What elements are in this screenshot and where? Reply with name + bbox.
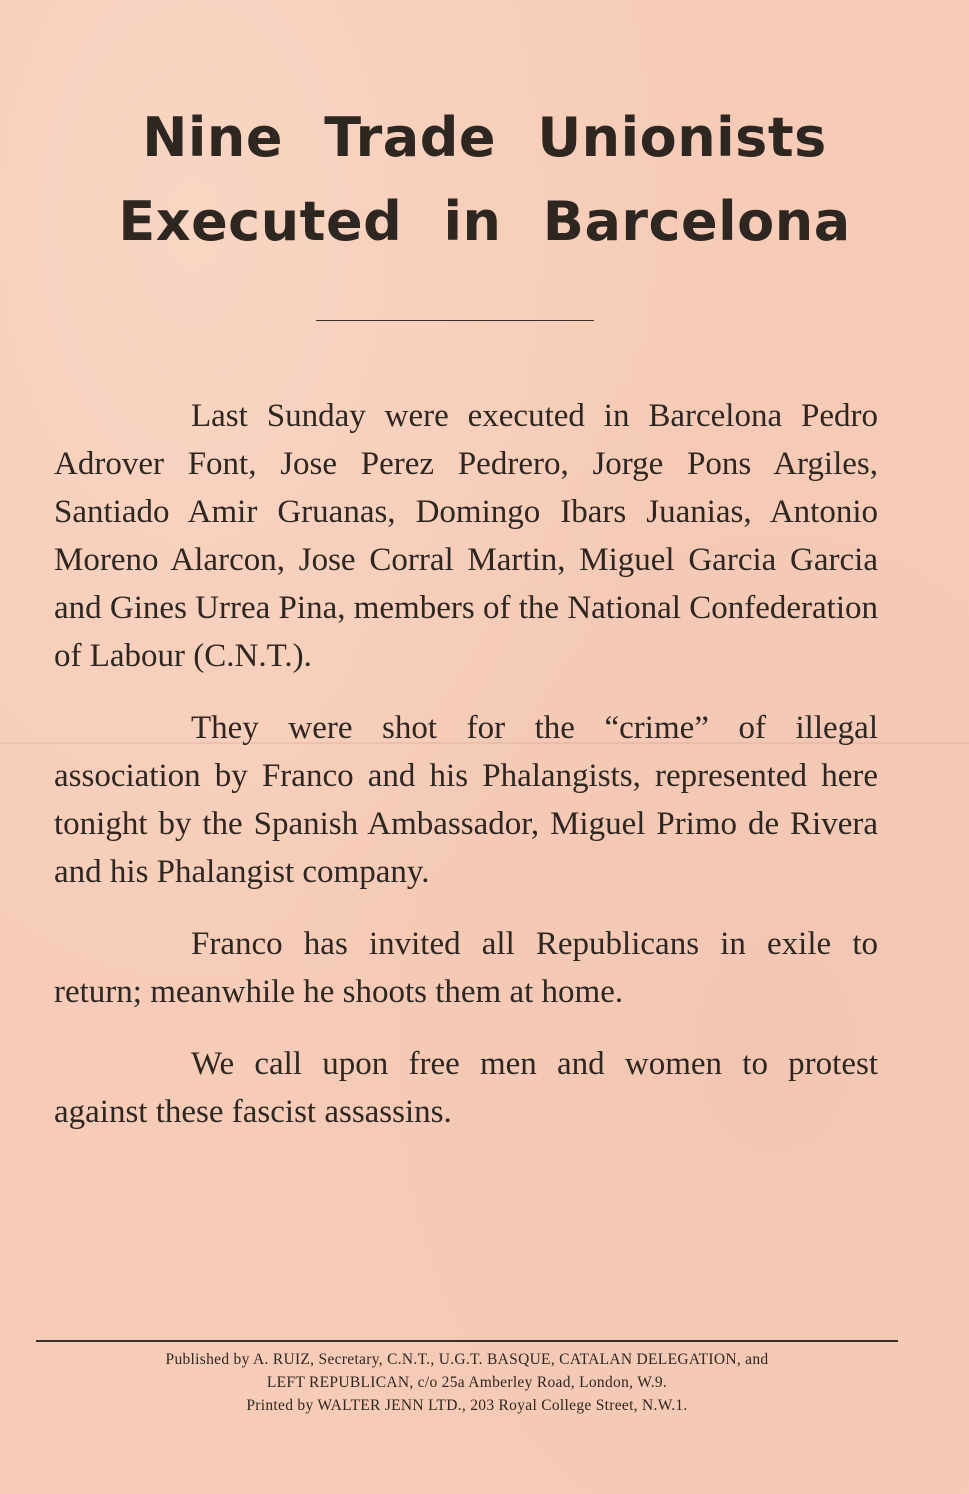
- leaflet-headline: [0, 96, 969, 264]
- paragraph-crime: They were shot for the “crime” of illegal association by Franco and his Phalangists, represented here tonight by the Spanish Ambassador, Miguel Primo de Rivera and his Phalangist company.: [54, 710, 878, 890]
- footer-divider: [36, 1340, 898, 1342]
- imprint-line-2: LEFT REPUBLICAN, c/o 25a Amberley Road, London, W.9.: [266, 1374, 668, 1391]
- imprint-line-3: Printed by WALTER JENN LTD., 203 Royal College Street, N.W.1.: [246, 1397, 688, 1414]
- paragraph-franco-invitation: Franco has invited all Republicans in exile to return; meanwhile he shoots them at home.: [54, 926, 878, 1010]
- imprint-line-1: Published by A. RUIZ, Secretary, C.N.T., U.G.T. BASQUE, CATALAN DELEGATION, and: [165, 1351, 769, 1368]
- headline-line-1: Nine Trade Unionists: [142, 106, 827, 169]
- publisher-imprint: [36, 1348, 898, 1417]
- leaflet-body: [54, 392, 878, 1160]
- paragraph-executions: Last Sunday were executed in Barcelona Pedro Adrover Font, Jose Perez Pedrero, Jorge Pons Argiles, Santiado Amir Gruanas, Domingo Ibars Juanias, Antonio Moreno Alarcon, Jose Corral Martin, Miguel Garcia Garcia and Gines Urrea Pina, members of the National Confederation of Labour (C.N.T.).: [54, 398, 878, 674]
- headline-line-2: Executed in Barcelona: [118, 190, 851, 253]
- headline-divider: [316, 320, 594, 321]
- paragraph-call-to-protest: We call upon free men and women to protest against these fascist assassins.: [54, 1046, 878, 1130]
